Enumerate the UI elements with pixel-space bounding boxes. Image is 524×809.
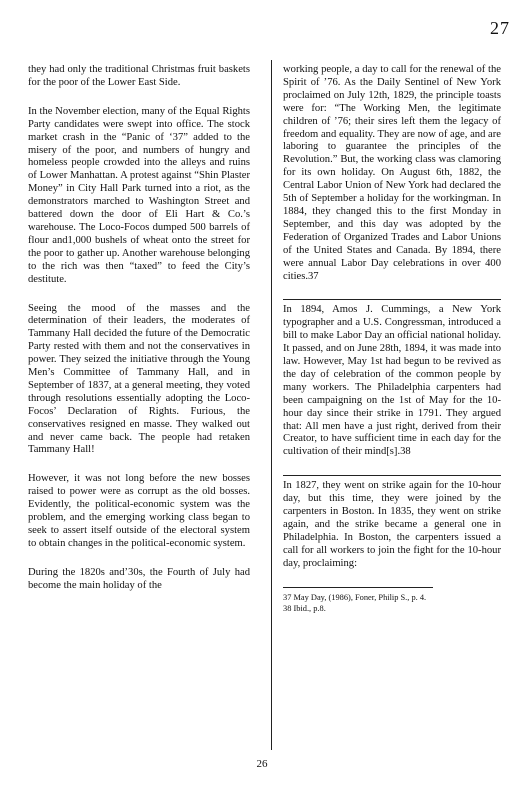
paragraph: Seeing the mood of the masses and the determination of their leaders, the moderates of Tammany Hall decided the future of the Democratic Party rested with them and not the conservatives in power. They seized the initiative through the Young Men’s Committee of Tammany Hall, and in September of 1837, at a general meeting, they voted through resolutions essentially adopting the Loco-Focos’ Declaration of Rights. Furious, the conservatives resigned en masse. They walked out and never came back. The people had retaken Tammany Hall! [28,302,250,456]
page-folio: 26 [256,758,268,770]
paragraph: During the 1820s and’30s, the Fourth of July had become the main holiday of the [28,566,250,591]
footnote: 38 Ibid., p.8. [283,603,326,613]
paragraph: In the November election, many of the Equal Rights Party candidates were swept into office. The stock market crash in the “Panic of ‘37” added to the misery of the poor, and numbers of hungry and homeless people crowded into the alleys and ruins of Lower Manhattan. A protest against “Shin Plaster Money” in City Hall Park turned into a riot, as the demonstrators marched to Washington Street and battered down the door of Eli Hart & Co.’s warehouse. The Loco-Focos dumped 500 barrels of flour and1,000 bushels of wheat onto the street for the poor to gather up. Another warehouse belonging to the rich was then “taxed” to feed the City’s destitute. [28,105,250,285]
paragraph: they had only the traditional Christmas fruit baskets for the poor of the Lower East Side. [28,64,250,88]
paragraph: In 1827, they went on strike again for the 10-hour day, but this time, they were joined by the carpenters in Boston. In 1835, they went on strike again, and the strike became a general one in Philadelphia. In Boston, the carpenters issued a call for all workers to join the fight for the 10-hour day, proclaiming: [283,475,501,570]
paragraph: However, it was not long before the new bosses raised to power were as corrupt as the old bosses. Evidently, the political-economic system was the problem, and the emerging working class began to seek to assert itself outside of the electoral system to obtain changes in the political-economic system. [28,473,250,549]
footnote-rule [283,587,433,588]
left-column [28,64,250,609]
paragraph: In 1894, Amos J. Cummings, a New York typographer and a U.S. Congressman, introduced a bill to make Labor Day an official national holiday. It passed, and on June 28th, 1894, it was made into law. However, May 1st had begun to be revived as the day of celebration of the common people by many workers. The Philadelphia carpenters had been campaigning on the 1st of May for the 10-hour day since their strike in 1791. They argued that: All men have a just right, derived from their Creator, to have sufficient time in each day for the cultivation of their mind[s].38 [283,299,501,459]
column-divider [271,60,272,750]
page-number-corner: 27 [490,18,510,38]
footnote: 37 May Day, (1986), Foner, Philip S., p. 4. [283,592,427,602]
right-column [283,64,501,614]
paragraph: working people, a day to call for the renewal of the Spirit of ’76. As the Daily Sentinel of New York proclaimed on July 12th, 1829, the principle toasts were for: “The Working Men, the legitimate children of ’76; their sires left them the legacy of freedom and equality. They are now of age, and are laboring to guarantee the principles of the Revolution.” But, the working class was clamoring for its own holiday. On August 6th, 1882, the Central Labor Union of New York had declared the 5th of September a holiday for the workingman. In 1884, they changed this to the first Monday in September, and this day was adopted by the Federation of Organized Trades and Labor Unions of the United States and Canada. By 1894, there were annual Labor Day celebrations in over 400 cities.37 [283,64,501,282]
